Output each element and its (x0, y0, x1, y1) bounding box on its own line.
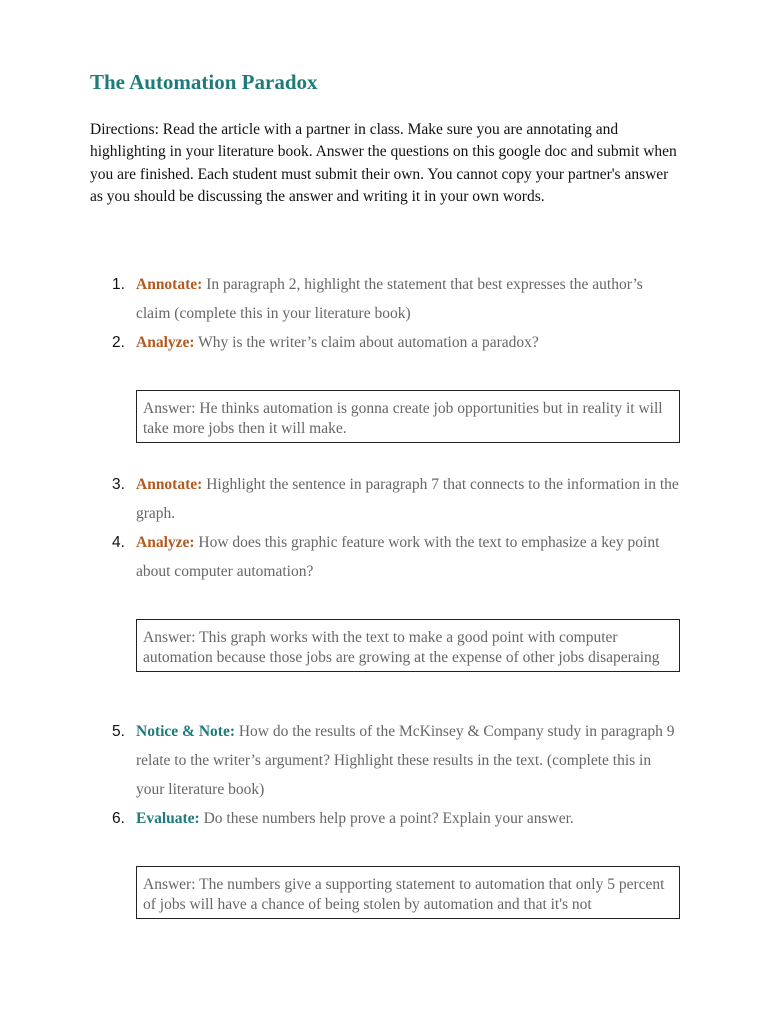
question-text: Highlight the sentence in paragraph 7 that connects to the information in the graph. (136, 476, 679, 522)
question-label: Notice & Note: (136, 723, 235, 740)
list-number: 2. (112, 334, 125, 351)
question-body (136, 804, 680, 833)
list-number: 4. (112, 534, 125, 551)
question-label: Analyze: (136, 534, 195, 551)
question-text: How does this graphic feature work with the text to emphasize a key point about computer automation? (136, 534, 660, 580)
list-number: 6. (112, 810, 125, 827)
list-number: 3. (112, 476, 125, 493)
question-item (110, 270, 680, 328)
question-body (136, 528, 680, 586)
answer-box[interactable]: Answer: The numbers give a supporting statement to automation that only 5 percent of jobs will have a chance of being stolen by automation and that it's not (136, 866, 680, 919)
answer-box[interactable]: Answer: This graph works with the text to make a good point with computer automation because those jobs are growing at the expense of other jobs disaperaing (136, 619, 680, 672)
question-label: Annotate: (136, 276, 203, 293)
directions-paragraph: Directions: Read the article with a partner in class. Make sure you are annotating and highlighting in your literature book. Answer the questions on this google doc and submit when you are finished. Each student must submit their own. You cannot copy your partner's answer as you should be discussing the answer and writing it in your own words. (90, 121, 677, 205)
question-body (136, 270, 680, 328)
question-text: In paragraph 2, highlight the statement that best expresses the author’s claim (complete this in your literature book) (136, 276, 643, 322)
question-item (110, 804, 680, 833)
question-text: Why is the writer’s claim about automation a paradox? (198, 334, 539, 351)
question-item (110, 528, 680, 586)
list-number: 5. (112, 723, 125, 740)
question-item (110, 328, 680, 357)
question-text: Do these numbers help prove a point? Explain your answer. (203, 810, 574, 827)
question-label: Evaluate: (136, 810, 200, 827)
list-number: 1. (112, 276, 125, 293)
question-body (136, 470, 680, 528)
question-label: Analyze: (136, 334, 195, 351)
document-title: The Automation Paradox (90, 70, 318, 94)
question-body (136, 717, 680, 804)
question-text: How do the results of the McKinsey & Company study in paragraph 9 relate to the writer’s argument? Highlight these results in the text. (complete this in your literature book) (136, 723, 675, 798)
question-label: Annotate: (136, 476, 203, 493)
question-item (110, 470, 680, 528)
answer-box[interactable]: Answer: He thinks automation is gonna create job opportunities but in reality it will take more jobs then it will make. (136, 390, 680, 443)
question-body (136, 328, 680, 357)
question-item (110, 717, 680, 804)
